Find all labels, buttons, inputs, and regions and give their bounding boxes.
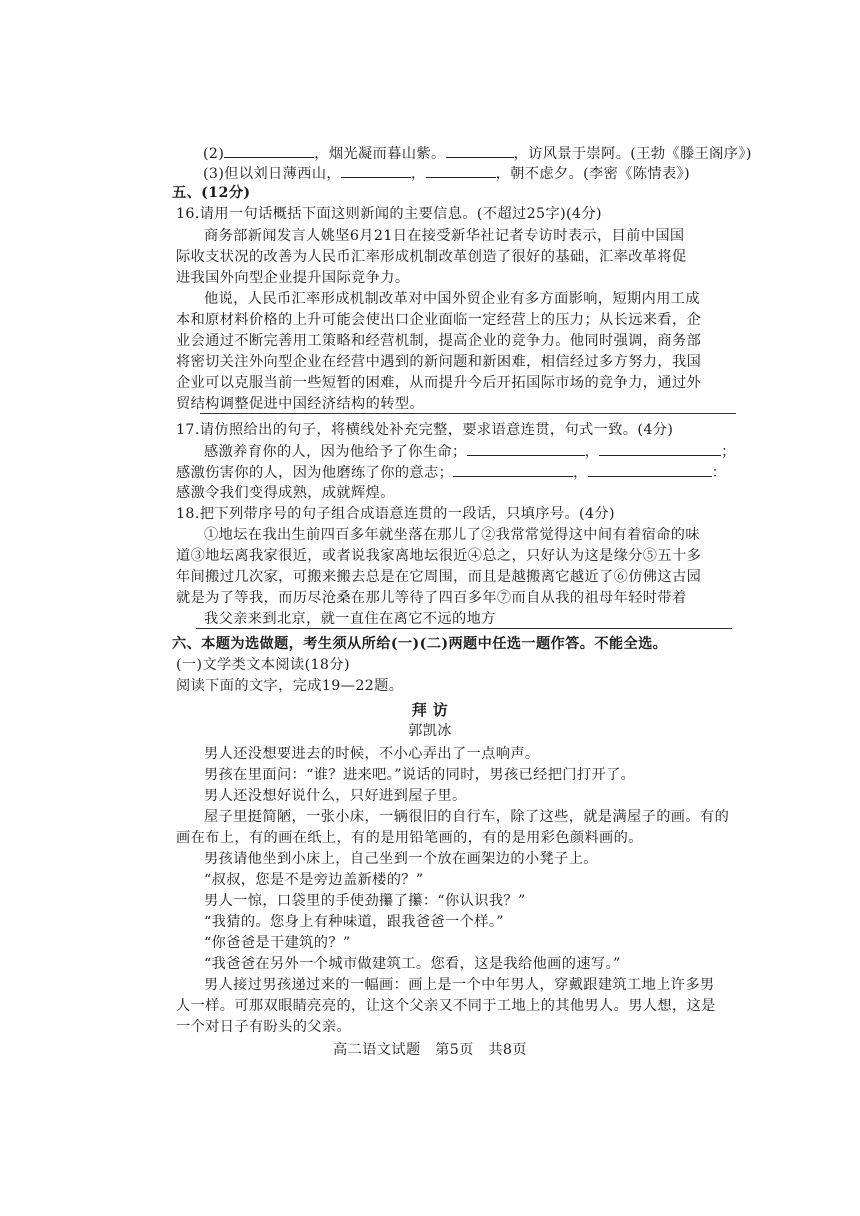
q16-prompt: 16.请用一句话概括下面这则新闻的主要信息。(不超过25字)(4分) bbox=[176, 206, 602, 222]
story-line: 男人还没想要进去的时候，不小心弄出了一点响声。 bbox=[204, 746, 540, 762]
answer-blank[interactable] bbox=[588, 462, 712, 477]
answer-blank[interactable] bbox=[467, 441, 585, 456]
story-title: 拜 访 bbox=[411, 701, 449, 719]
answer-line[interactable] bbox=[196, 628, 732, 629]
answer-blank[interactable] bbox=[599, 441, 721, 456]
story-line: 画在布上，有的画在纸上，有的是用铅笔画的，有的是用彩色颜料画的。 bbox=[176, 830, 643, 846]
answer-blank[interactable] bbox=[453, 462, 573, 477]
story-line: 男人接过男孩递过来的一幅画：画上是一个中年男人，穿戴跟建筑工地上许多男 bbox=[204, 977, 715, 993]
section-5-heading: 五、(12分) bbox=[172, 185, 251, 201]
q17-comma: ， bbox=[584, 444, 600, 460]
q18-passage-line: ①地坛在我出生前四百多年就坐落在那儿了②我常常觉得这中间有着宿命的味 bbox=[204, 527, 700, 543]
q17-comma: ， bbox=[573, 465, 588, 481]
q15-item-3 bbox=[203, 163, 690, 184]
q15-item-3-text1: ， bbox=[411, 166, 426, 182]
q17-line-1 bbox=[204, 441, 736, 462]
answer-blank[interactable] bbox=[341, 163, 411, 178]
section-6-sub: (一)文学类文本阅读(18分) bbox=[176, 657, 350, 673]
story-author: 郭凯冰 bbox=[408, 723, 452, 739]
q17-line-1-text: 感激养育你的人，因为他给予了你生命； bbox=[204, 444, 467, 460]
q16-passage-line: 他说，人民币汇率形成机制改革对中国外贸企业有多方面影响，短期内用工成 bbox=[204, 291, 700, 307]
answer-blank[interactable] bbox=[426, 163, 496, 178]
story-line: 一个对日子有盼头的父亲。 bbox=[176, 1019, 352, 1035]
story-line: “我爸爸在另外一个城市做建筑工。您看，这是我给他画的速写。” bbox=[204, 956, 621, 972]
q18-passage-line: 年间搬过几次家，可搬来搬去总是在它周围，而且是越搬离它越近了⑥仿佛这古园 bbox=[176, 569, 702, 585]
q18-prompt: 18.把下列带序号的句子组合成语意连贯的一段话，只填序号。(4分) bbox=[176, 506, 615, 522]
q18-passage-line: 我父亲来到北京，就一直住在离它不远的地方 bbox=[204, 611, 496, 627]
q15-item-3-text2: ，朝不虑夕。(李密《陈情表》) bbox=[495, 166, 691, 182]
q16-passage-line: 进我国外向型企业提升国际竞争力。 bbox=[176, 270, 410, 286]
section-6-heading: 六、本题为选做题，考生须从所给(一)(二)两题中任选一题作答。不能全选。 bbox=[172, 636, 668, 652]
story-line: “你爸爸是干建筑的？” bbox=[204, 935, 351, 951]
q16-passage-line: 际收支状况的改善为人民币汇率形成机制改革创造了很好的基础，汇率改革将促 bbox=[176, 249, 687, 265]
q16-passage-line: 业会通过不断完善用工策略和经营机制，提高企业的竞争力。他同时强调，商务部 bbox=[176, 333, 702, 349]
q16-passage-line: 将密切关注外向型企业在经营中遇到的新问题和新困难，相信经过多方努力，我国 bbox=[176, 354, 702, 370]
q17-prompt: 17.请仿照给出的句子，将横线处补充完整，要求语意连贯，句式一致。(4分) bbox=[176, 422, 674, 438]
answer-blank[interactable] bbox=[224, 143, 314, 158]
q15-item-2-label: (2) bbox=[203, 146, 225, 162]
q15-item-2-text2: ，访风景于崇阿。(王勃《滕王阁序》) bbox=[513, 146, 752, 162]
q18-passage-line: 道③地坛离我家很近，或者说我家离地坛很近④总之，只好认为这是缘分⑤五十多 bbox=[176, 548, 702, 564]
q15-item-2-text1: ，烟光凝而暮山紫。 bbox=[314, 146, 446, 162]
q15-item-2 bbox=[203, 143, 752, 164]
q16-passage-line: 贸结构调整促进中国经济结构的转型。 bbox=[176, 396, 424, 412]
story-line: 男孩请他坐到小床上，自己坐到一个放在画架边的小凳子上。 bbox=[204, 851, 598, 867]
q17-line-2 bbox=[176, 462, 726, 483]
story-line: 人一样。可那双眼睛亮亮的，让这个父亲又不同于工地上的其他男人。男人想，这是 bbox=[176, 998, 716, 1014]
q17-end-colon: ： bbox=[711, 465, 727, 481]
q16-passage-line: 企业可以克服当前一些短暂的困难，从而提升今后开拓国际市场的竞争力，通过外 bbox=[176, 375, 702, 391]
q15-item-3-label: (3)但以刘日薄西山， bbox=[203, 166, 341, 182]
q17-line-3: 感激令我们变得成熟，成就辉煌。 bbox=[176, 485, 395, 501]
q17-line-2-text: 感激伤害你的人，因为他磨练了你的意志； bbox=[176, 465, 454, 481]
q16-passage-line: 商务部新闻发言人姚坚6月21日在接受新华社记者专访时表示，目前中国国 bbox=[204, 228, 685, 244]
story-line: 屋子里挺简陋，一张小床，一辆很旧的自行车，除了这些，就是满屋子的画。有的 bbox=[204, 809, 730, 825]
section-6-instruction: 阅读下面的文字，完成19—22题。 bbox=[176, 678, 404, 694]
story-line: 男孩在里面问：“谁？进来吧。”说话的同时，男孩已经把门打开了。 bbox=[204, 767, 636, 783]
answer-line[interactable] bbox=[200, 413, 736, 414]
page-footer: 高二语文试题 第5页 共8页 bbox=[333, 1042, 527, 1058]
story-line: 男人还没想好说什么，只好进到屋子里。 bbox=[204, 788, 467, 804]
story-line: “叔叔，您是不是旁边盖新楼的？” bbox=[204, 872, 424, 888]
q17-end-semicolon: ； bbox=[721, 444, 736, 460]
answer-blank[interactable] bbox=[446, 143, 514, 158]
q16-passage-line: 本和原材料价格的上升可能会使出口企业面临一定经营上的压力；从长远来看，企 bbox=[176, 312, 702, 328]
story-line: “我猜的。您身上有种味道，跟我爸爸一个样。” bbox=[204, 914, 504, 930]
story-line: 男人一惊，口袋里的手使劲攥了攥：“你认识我？” bbox=[204, 893, 526, 909]
q18-passage-line: 就是为了等我，而历尽沧桑在那儿等待了四百多年⑦而自从我的祖母年轻时带着 bbox=[176, 590, 687, 606]
